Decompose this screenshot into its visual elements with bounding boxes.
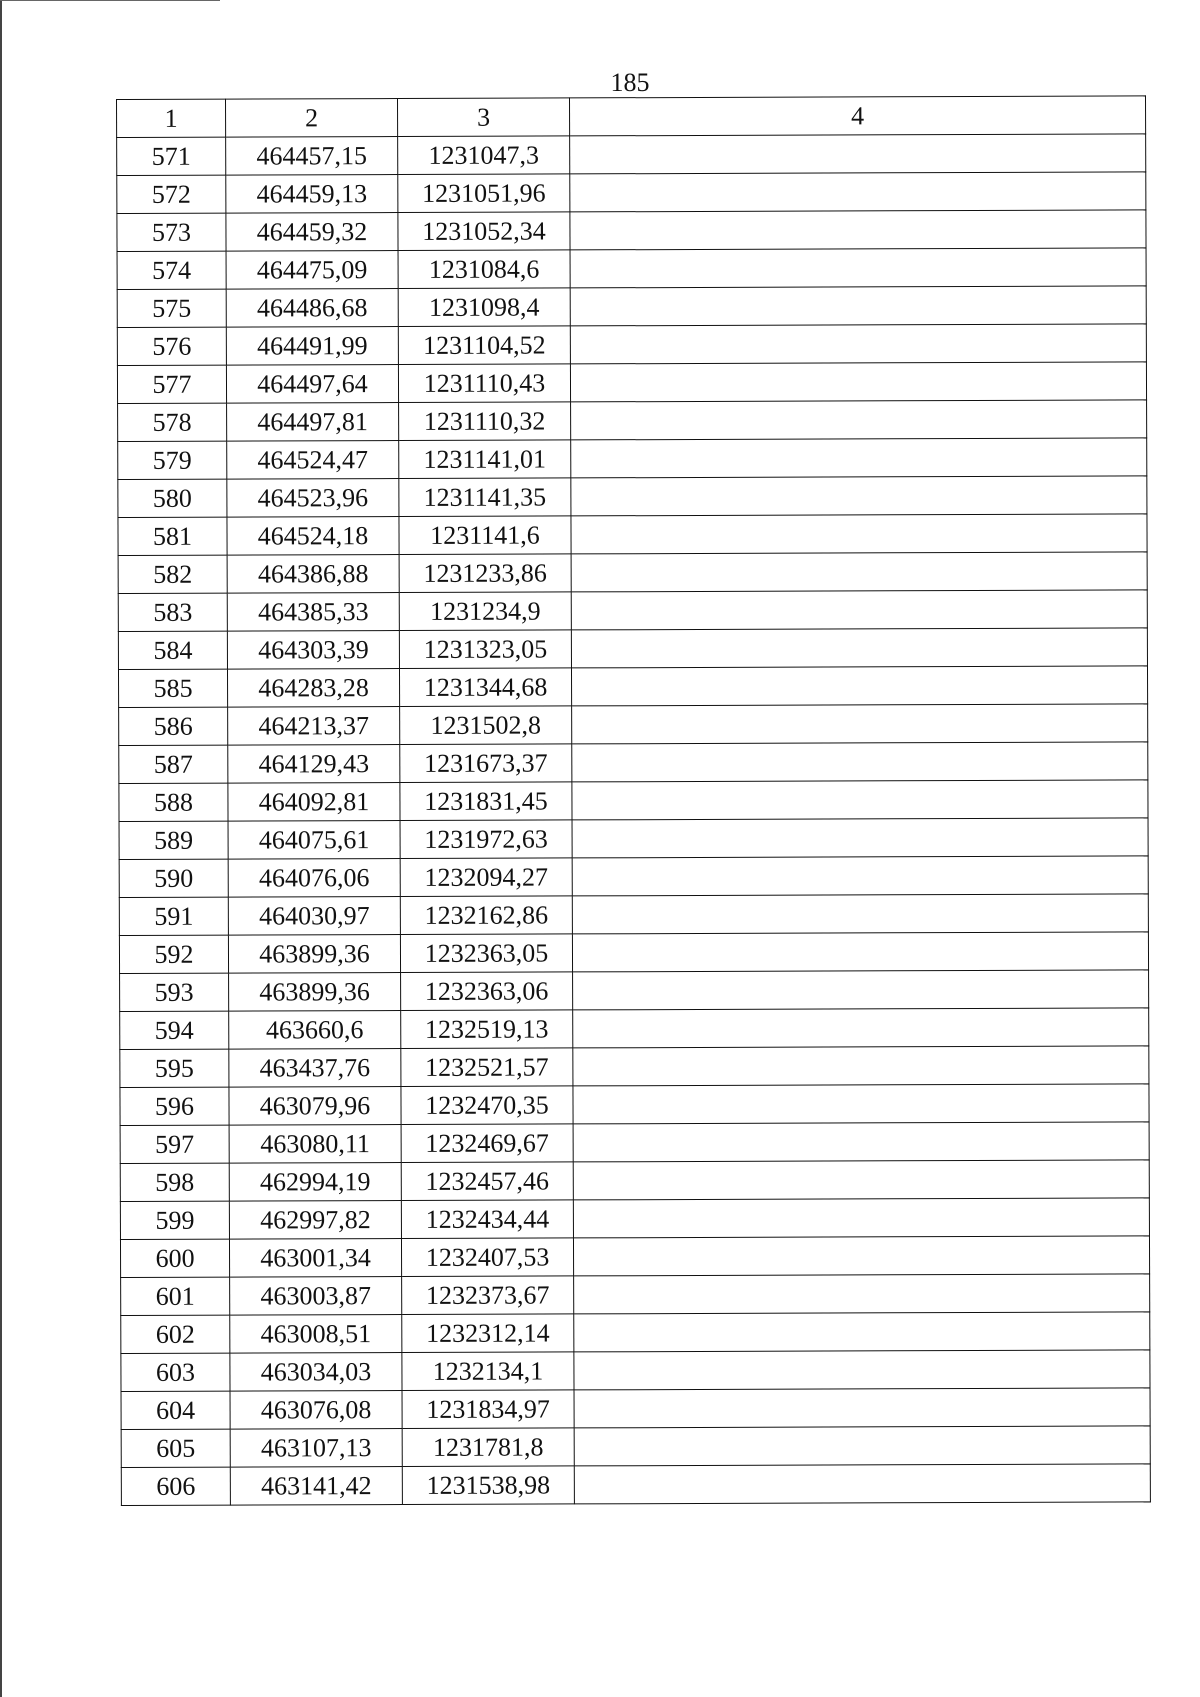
- y-coordinate-cell: 1231673,37: [400, 744, 572, 783]
- note-cell: [574, 1312, 1150, 1352]
- point-number-cell: 571: [117, 137, 226, 175]
- point-number-cell: 600: [120, 1239, 229, 1277]
- point-number-cell: 587: [119, 745, 228, 783]
- table-row: [118, 628, 1147, 670]
- table-row: [121, 1426, 1150, 1468]
- point-number-cell: 586: [119, 707, 228, 745]
- x-coordinate-cell: 464459,32: [226, 213, 398, 252]
- point-number-cell: 580: [118, 479, 227, 517]
- y-coordinate-cell: 1232470,35: [401, 1086, 573, 1125]
- x-coordinate-cell: 463008,51: [230, 1315, 402, 1354]
- table-row: [120, 1236, 1149, 1278]
- point-number-cell: 605: [121, 1429, 230, 1467]
- point-number-cell: 594: [120, 1011, 229, 1049]
- table-row: [120, 970, 1149, 1012]
- table-row: [120, 1198, 1149, 1240]
- y-coordinate-cell: 1231831,45: [400, 782, 572, 821]
- table-row: [121, 1388, 1150, 1430]
- y-coordinate-cell: 1232469,67: [401, 1124, 573, 1163]
- point-number-cell: 606: [121, 1467, 230, 1505]
- note-cell: [572, 704, 1148, 744]
- note-cell: [570, 286, 1146, 326]
- y-coordinate-cell: 1231502,8: [400, 706, 572, 745]
- note-cell: [570, 362, 1146, 402]
- y-coordinate-cell: 1231972,63: [400, 820, 572, 859]
- x-coordinate-cell: 463076,08: [230, 1391, 402, 1430]
- y-coordinate-cell: 1232434,44: [401, 1200, 573, 1239]
- table-row: [118, 514, 1147, 556]
- point-number-cell: 590: [119, 859, 228, 897]
- y-coordinate-cell: 1231098,4: [398, 288, 570, 327]
- y-coordinate-cell: 1232162,86: [400, 896, 572, 935]
- page-number: 185: [610, 68, 650, 97]
- note-cell: [574, 1388, 1150, 1428]
- table-row: [117, 324, 1146, 366]
- point-number-cell: 598: [120, 1163, 229, 1201]
- table-row: [119, 780, 1148, 822]
- table-header-row: [117, 96, 1146, 138]
- x-coordinate-cell: 462994,19: [229, 1163, 401, 1202]
- x-coordinate-cell: 463141,42: [230, 1467, 402, 1506]
- x-coordinate-cell: 464386,88: [227, 555, 399, 594]
- table-row: [119, 704, 1148, 746]
- point-number-cell: 585: [118, 669, 227, 707]
- note-cell: [570, 248, 1146, 288]
- table-row: [119, 818, 1148, 860]
- table-row: [120, 1046, 1149, 1088]
- y-coordinate-cell: 1231110,43: [398, 364, 570, 403]
- x-coordinate-cell: 464475,09: [226, 251, 398, 290]
- x-coordinate-cell: 464129,43: [228, 745, 400, 784]
- column-header-3: 3: [398, 98, 570, 137]
- point-number-cell: 584: [118, 631, 227, 669]
- point-number-cell: 575: [117, 289, 226, 327]
- x-coordinate-cell: 463660,6: [229, 1011, 401, 1050]
- point-number-cell: 591: [119, 897, 228, 935]
- note-cell: [571, 400, 1147, 440]
- point-number-cell: 572: [117, 175, 226, 213]
- x-coordinate-cell: 463437,76: [229, 1049, 401, 1088]
- y-coordinate-cell: 1231234,9: [399, 592, 571, 631]
- note-cell: [571, 666, 1147, 706]
- table-row: [118, 476, 1147, 518]
- table-row: [120, 1160, 1149, 1202]
- column-header-4: 4: [569, 96, 1145, 136]
- y-coordinate-cell: 1231781,8: [402, 1428, 574, 1467]
- note-cell: [571, 590, 1147, 630]
- y-coordinate-cell: 1231323,05: [399, 630, 571, 669]
- x-coordinate-cell: 463034,03: [230, 1353, 402, 1392]
- x-coordinate-cell: 463079,96: [229, 1087, 401, 1126]
- point-number-cell: 577: [117, 365, 226, 403]
- y-coordinate-cell: 1232363,05: [400, 934, 572, 973]
- point-number-cell: 599: [120, 1201, 229, 1239]
- y-coordinate-cell: 1231344,68: [399, 668, 571, 707]
- point-number-cell: 573: [117, 213, 226, 251]
- column-header-2: 2: [226, 99, 398, 138]
- point-number-cell: 603: [121, 1353, 230, 1391]
- table-row: [120, 1122, 1149, 1164]
- table-row: [117, 134, 1146, 176]
- table-row: [117, 248, 1146, 290]
- point-number-cell: 601: [121, 1277, 230, 1315]
- point-number-cell: 593: [120, 973, 229, 1011]
- x-coordinate-cell: 463001,34: [229, 1239, 401, 1278]
- x-coordinate-cell: 464524,47: [227, 441, 399, 480]
- y-coordinate-cell: 1232312,14: [402, 1314, 574, 1353]
- x-coordinate-cell: 463899,36: [229, 973, 401, 1012]
- x-coordinate-cell: 464491,99: [226, 327, 398, 366]
- column-header-1: 1: [117, 99, 226, 137]
- y-coordinate-cell: 1232521,57: [401, 1048, 573, 1087]
- x-coordinate-cell: 463899,36: [228, 935, 400, 974]
- table-row: [121, 1312, 1150, 1354]
- x-coordinate-cell: 464075,61: [228, 821, 400, 860]
- table-row: [120, 1008, 1149, 1050]
- y-coordinate-cell: 1232094,27: [400, 858, 572, 897]
- note-cell: [573, 1084, 1149, 1124]
- note-cell: [573, 970, 1149, 1010]
- y-coordinate-cell: 1231141,6: [399, 516, 571, 555]
- y-coordinate-cell: 1232134,1: [402, 1352, 574, 1391]
- note-cell: [573, 1046, 1149, 1086]
- x-coordinate-cell: 464030,97: [228, 897, 400, 936]
- note-cell: [573, 1236, 1149, 1276]
- note-cell: [570, 134, 1146, 174]
- table-body: [117, 96, 1151, 1506]
- note-cell: [572, 856, 1148, 896]
- note-cell: [571, 514, 1147, 554]
- y-coordinate-cell: 1231141,01: [399, 440, 571, 479]
- x-coordinate-cell: 463003,87: [230, 1277, 402, 1316]
- y-coordinate-cell: 1232519,13: [401, 1010, 573, 1049]
- note-cell: [573, 1160, 1149, 1200]
- x-coordinate-cell: 464524,18: [227, 517, 399, 556]
- table-row: [118, 400, 1147, 442]
- y-coordinate-cell: 1231084,6: [398, 250, 570, 289]
- x-coordinate-cell: 464385,33: [227, 593, 399, 632]
- y-coordinate-cell: 1231047,3: [398, 136, 570, 175]
- point-number-cell: 595: [120, 1049, 229, 1087]
- point-number-cell: 588: [119, 783, 228, 821]
- x-coordinate-cell: 463107,13: [230, 1429, 402, 1468]
- table-row: [121, 1350, 1150, 1392]
- table-row: [117, 210, 1146, 252]
- note-cell: [572, 894, 1148, 934]
- table-row: [120, 1084, 1149, 1126]
- y-coordinate-cell: 1231538,98: [402, 1466, 574, 1505]
- table-row: [118, 552, 1147, 594]
- coordinates-table: [116, 95, 1151, 1506]
- x-coordinate-cell: 464283,28: [227, 669, 399, 708]
- x-coordinate-cell: 462997,82: [229, 1201, 401, 1240]
- y-coordinate-cell: 1231110,32: [399, 402, 571, 441]
- note-cell: [574, 1350, 1150, 1390]
- note-cell: [571, 438, 1147, 478]
- point-number-cell: 602: [121, 1315, 230, 1353]
- point-number-cell: 576: [117, 327, 226, 365]
- point-number-cell: 589: [119, 821, 228, 859]
- note-cell: [570, 172, 1146, 212]
- y-coordinate-cell: 1231052,34: [398, 212, 570, 251]
- y-coordinate-cell: 1231233,86: [399, 554, 571, 593]
- table-row: [117, 362, 1146, 404]
- y-coordinate-cell: 1232407,53: [401, 1238, 573, 1277]
- x-coordinate-cell: 464497,64: [226, 365, 398, 404]
- table-row: [121, 1274, 1150, 1316]
- x-coordinate-cell: 464486,68: [226, 289, 398, 328]
- point-number-cell: 574: [117, 251, 226, 289]
- x-coordinate-cell: 464459,13: [226, 175, 398, 214]
- note-cell: [571, 628, 1147, 668]
- y-coordinate-cell: 1231141,35: [399, 478, 571, 517]
- note-cell: [574, 1426, 1150, 1466]
- table-row: [119, 742, 1148, 784]
- table-row: [119, 932, 1148, 974]
- point-number-cell: 604: [121, 1391, 230, 1429]
- y-coordinate-cell: 1231104,52: [398, 326, 570, 365]
- note-cell: [572, 932, 1148, 972]
- point-number-cell: 597: [120, 1125, 229, 1163]
- note-cell: [573, 1198, 1149, 1238]
- note-cell: [572, 742, 1148, 782]
- x-coordinate-cell: 464076,06: [228, 859, 400, 898]
- x-coordinate-cell: 464497,81: [227, 403, 399, 442]
- y-coordinate-cell: 1231051,96: [398, 174, 570, 213]
- note-cell: [570, 324, 1146, 364]
- x-coordinate-cell: 464303,39: [227, 631, 399, 670]
- point-number-cell: 578: [118, 403, 227, 441]
- note-cell: [571, 552, 1147, 592]
- x-coordinate-cell: 464213,37: [228, 707, 400, 746]
- note-cell: [571, 476, 1147, 516]
- page-edge-line: [0, 0, 2, 1697]
- x-coordinate-cell: 464523,96: [227, 479, 399, 518]
- table-row: [119, 856, 1148, 898]
- table-row: [117, 286, 1146, 328]
- y-coordinate-cell: 1232373,67: [402, 1276, 574, 1315]
- point-number-cell: 582: [118, 555, 227, 593]
- table-row: [118, 438, 1147, 480]
- point-number-cell: 581: [118, 517, 227, 555]
- y-coordinate-cell: 1232363,06: [401, 972, 573, 1011]
- table-row: [118, 590, 1147, 632]
- table-row: [121, 1464, 1150, 1506]
- table-row: [119, 894, 1148, 936]
- page-top-line: [0, 0, 220, 1]
- x-coordinate-cell: 464092,81: [228, 783, 400, 822]
- y-coordinate-cell: 1232457,46: [401, 1162, 573, 1201]
- note-cell: [573, 1008, 1149, 1048]
- point-number-cell: 583: [118, 593, 227, 631]
- y-coordinate-cell: 1231834,97: [402, 1390, 574, 1429]
- x-coordinate-cell: 463080,11: [229, 1125, 401, 1164]
- x-coordinate-cell: 464457,15: [226, 137, 398, 176]
- note-cell: [573, 1122, 1149, 1162]
- table-row: [117, 172, 1146, 214]
- point-number-cell: 592: [119, 935, 228, 973]
- table-row: [118, 666, 1147, 708]
- note-cell: [574, 1464, 1150, 1504]
- note-cell: [572, 780, 1148, 820]
- point-number-cell: 596: [120, 1087, 229, 1125]
- note-cell: [570, 210, 1146, 250]
- point-number-cell: 579: [118, 441, 227, 479]
- note-cell: [574, 1274, 1150, 1314]
- note-cell: [572, 818, 1148, 858]
